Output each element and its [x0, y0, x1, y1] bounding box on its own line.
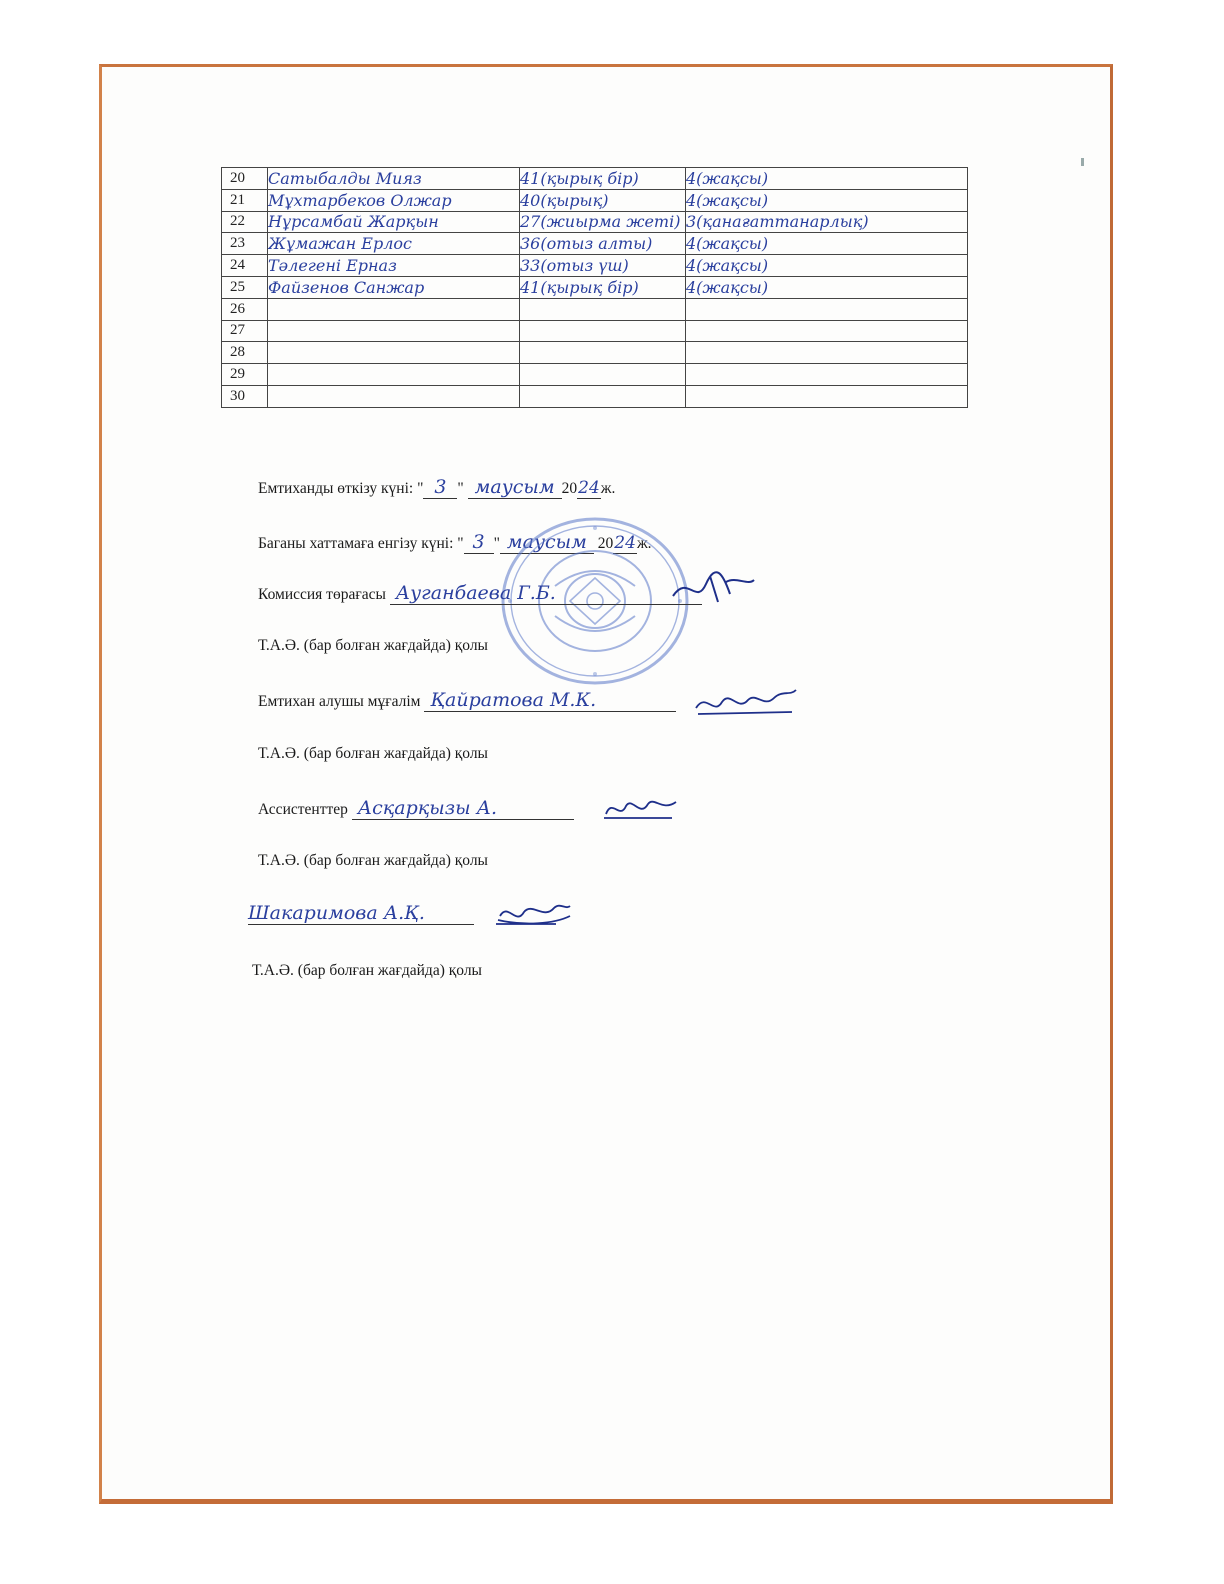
table-row — [222, 211, 968, 233]
assistant-signature-2-icon — [494, 896, 574, 932]
student-score — [520, 342, 686, 364]
row-number: 25 — [222, 276, 268, 298]
chair-signature-icon — [668, 566, 758, 610]
exam-date-end: ж. — [600, 480, 616, 497]
student-grade — [686, 342, 968, 364]
student-grade: 4(жақсы) — [686, 255, 968, 277]
student-name: Тәлегені Ерназ — [268, 255, 520, 277]
student-grade: 4(жақсы) — [686, 189, 968, 211]
student-name: Сатыбалды Мияз — [268, 168, 520, 190]
assistant-caption-2: Т.А.Ә. (бар болған жағдайда) қолы — [252, 962, 482, 979]
teacher-signature-icon — [692, 682, 802, 722]
chair-label: Комиссия төрағасы — [258, 586, 386, 603]
table-row — [222, 168, 968, 190]
assistant-line — [258, 797, 574, 820]
student-score — [520, 385, 686, 407]
student-score — [520, 298, 686, 320]
student-score: 41(қырық бір) — [520, 168, 686, 190]
student-name — [268, 320, 520, 342]
table-row — [222, 364, 968, 386]
exam-date-line — [258, 476, 615, 499]
student-name — [268, 364, 520, 386]
student-grade: 3(қанағаттанарлық) — [686, 211, 968, 233]
row-number: 28 — [222, 342, 268, 364]
student-grade — [686, 364, 968, 386]
assistant-label: Ассистенттер — [258, 801, 348, 818]
row-number: 30 — [222, 385, 268, 407]
table-row — [222, 298, 968, 320]
student-name: Нұрсамбай Жарқын — [268, 211, 520, 233]
teacher-label: Емтихан алушы мұғалім — [258, 693, 421, 710]
student-grade — [686, 385, 968, 407]
student-grade — [686, 320, 968, 342]
entry-date-quote: " — [493, 535, 500, 552]
table-row — [222, 276, 968, 298]
exam-date-quote: " — [457, 480, 464, 497]
student-score: 27(жиырма жеті) — [520, 211, 686, 233]
row-number: 21 — [222, 189, 268, 211]
table-row — [222, 189, 968, 211]
student-name — [268, 385, 520, 407]
exam-date-day: 3 — [423, 476, 457, 499]
student-grade: 4(жақсы) — [686, 276, 968, 298]
assistant-caption-1: Т.А.Ә. (бар болған жағдайда) қолы — [258, 852, 488, 869]
assistant-name-2: Шакаримова А.Қ. — [248, 902, 474, 925]
exam-date-year-prefix: 20 — [561, 480, 578, 497]
grades-table — [221, 167, 968, 408]
assistant-line-2 — [248, 902, 474, 925]
teacher-line — [258, 689, 676, 712]
paper-speck — [1081, 158, 1084, 166]
student-score: 40(қырық) — [520, 189, 686, 211]
exam-date-label: Емтиханды өткізу күні: " — [258, 480, 424, 497]
table-row — [222, 233, 968, 255]
student-name: Файзенов Санжар — [268, 276, 520, 298]
teacher-name: Қайратова М.К. — [424, 689, 676, 712]
grades-table-body — [222, 168, 968, 408]
chair-caption: Т.А.Ә. (бар болған жағдайда) қолы — [258, 637, 488, 654]
entry-date-month: маусым — [500, 531, 594, 554]
chair-name: Ауганбаева Г.Б. — [390, 582, 702, 605]
student-name — [268, 298, 520, 320]
entry-date-year-prefix: 20 — [597, 535, 614, 552]
table-row — [222, 342, 968, 364]
student-grade: 4(жақсы) — [686, 168, 968, 190]
row-number: 27 — [222, 320, 268, 342]
student-name — [268, 342, 520, 364]
exam-date-month: маусым — [468, 476, 562, 499]
table-row — [222, 255, 968, 277]
table-row — [222, 385, 968, 407]
student-grade — [686, 298, 968, 320]
student-score: 36(отыз алты) — [520, 233, 686, 255]
teacher-caption: Т.А.Ә. (бар болған жағдайда) қолы — [258, 745, 488, 762]
row-number: 23 — [222, 233, 268, 255]
entry-date-day: 3 — [464, 531, 494, 554]
row-number: 24 — [222, 255, 268, 277]
row-number: 22 — [222, 211, 268, 233]
chair-line — [258, 582, 702, 605]
entry-date-label: Баганы хаттамаға енгізу күні: " — [258, 535, 464, 552]
student-score: 33(отыз үш) — [520, 255, 686, 277]
assistant-name-1: Асқарқызы А. — [352, 797, 574, 820]
student-name: Жұмажан Ерлос — [268, 233, 520, 255]
student-name: Мұхтарбеков Олжар — [268, 189, 520, 211]
row-number: 26 — [222, 298, 268, 320]
row-number: 29 — [222, 364, 268, 386]
assistant-signature-1-icon — [602, 790, 682, 826]
student-score: 41(қырық бір) — [520, 276, 686, 298]
exam-date-year-suffix: 24 — [578, 478, 600, 498]
entry-date-end: ж. — [636, 535, 652, 552]
row-number: 20 — [222, 168, 268, 190]
student-grade: 4(жақсы) — [686, 233, 968, 255]
student-score — [520, 364, 686, 386]
student-score — [520, 320, 686, 342]
table-row — [222, 320, 968, 342]
entry-date-year-suffix: 24 — [614, 533, 636, 553]
